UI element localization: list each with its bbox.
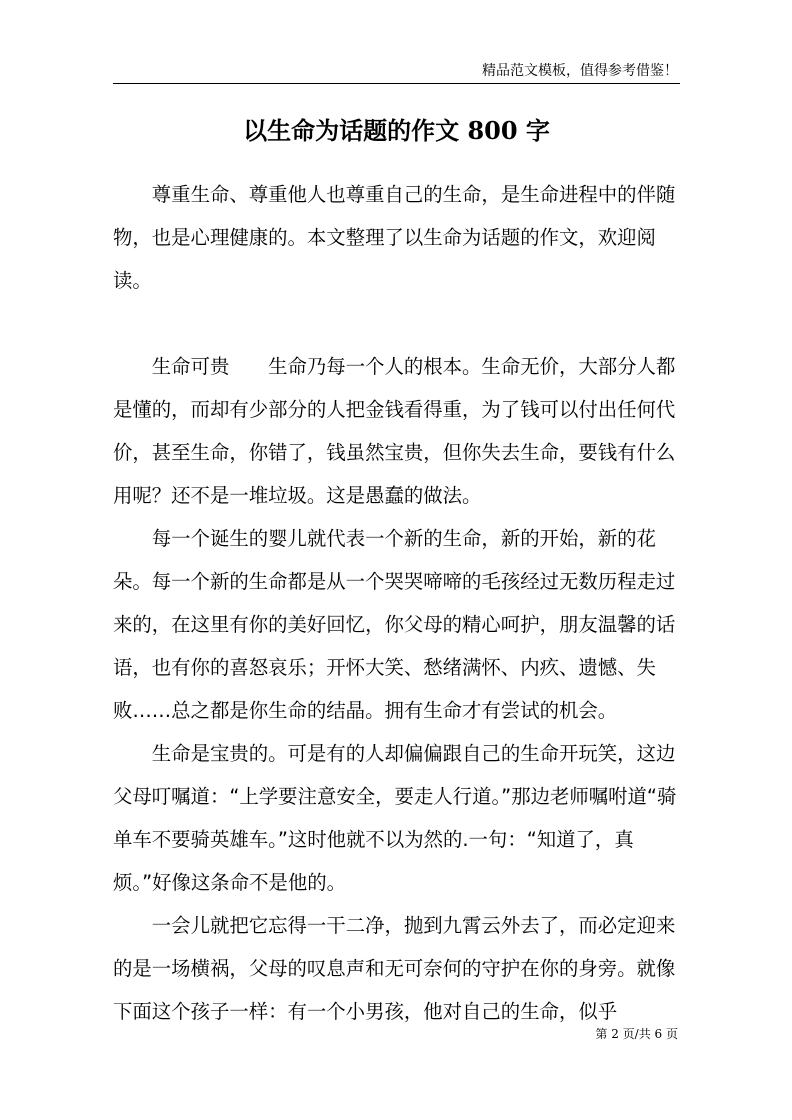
paragraph-1: 生命可贵 生命乃每一个人的根本。生命无价，大部分人都是懂的，而却有少部分的人把金钱看得重，为了钱可以付出任何代价，甚至生命，你错了，钱虽然宝贵，但你失去生命，要钱有什么用呢？还不是一堆垃圾。这是愚蠢的做法。 <box>113 355 676 507</box>
paragraph-intro: 尊重生命、尊重他人也尊重自己的生命，是生命进程中的伴随物，也是心理健康的。本文整理了以生命为话题的作文，欢迎阅读。 <box>113 183 676 292</box>
title-number: 800 <box>459 116 526 145</box>
title-main: 以生命为话题的作文 <box>243 117 460 145</box>
paragraph-2: 每一个诞生的婴儿就代表一个新的生命，新的开始，新的花朵。每一个新的生命都是从一个哭哭啼啼的毛孩经过无数历程走过来的，在这里有你的美好回忆，你父母的精心呵护，朋友温馨的话语，也有你的喜怒哀乐；开怀大笑、愁绪满怀、内疚、遗憾、失败……总之都是你生命的结晶。拥有生命才有尝试的机会。 <box>113 527 676 722</box>
paragraph-4: 一会儿就把它忘得一干二净，抛到九霄云外去了，而必定迎来的是一场横祸，父母的叹息声和无可奈何的守护在你的身旁。就像下面这个孩子一样：有一个小男孩，他对自己的生命，似乎 <box>113 914 676 1023</box>
document-body <box>113 173 683 1033</box>
header-text: 精品范文模板，值得参考借鉴！ <box>482 63 678 79</box>
paragraph-3: 生命是宝贵的。可是有的人却偏偏跟自己的生命开玩笑，这边父母叮嘱道：“上学要注意安全，要走人行道。”那边老师嘱咐道“骑单车不要骑英雄车。”这时他就不以为然的.一句：“知道了，真烦。”好像这条命不是他的。 <box>113 742 677 894</box>
document-title <box>113 112 680 150</box>
header-rule <box>113 83 680 84</box>
title-suffix: 字 <box>525 117 550 145</box>
page-number: 第 2 页/共 6 页 <box>595 1027 678 1041</box>
